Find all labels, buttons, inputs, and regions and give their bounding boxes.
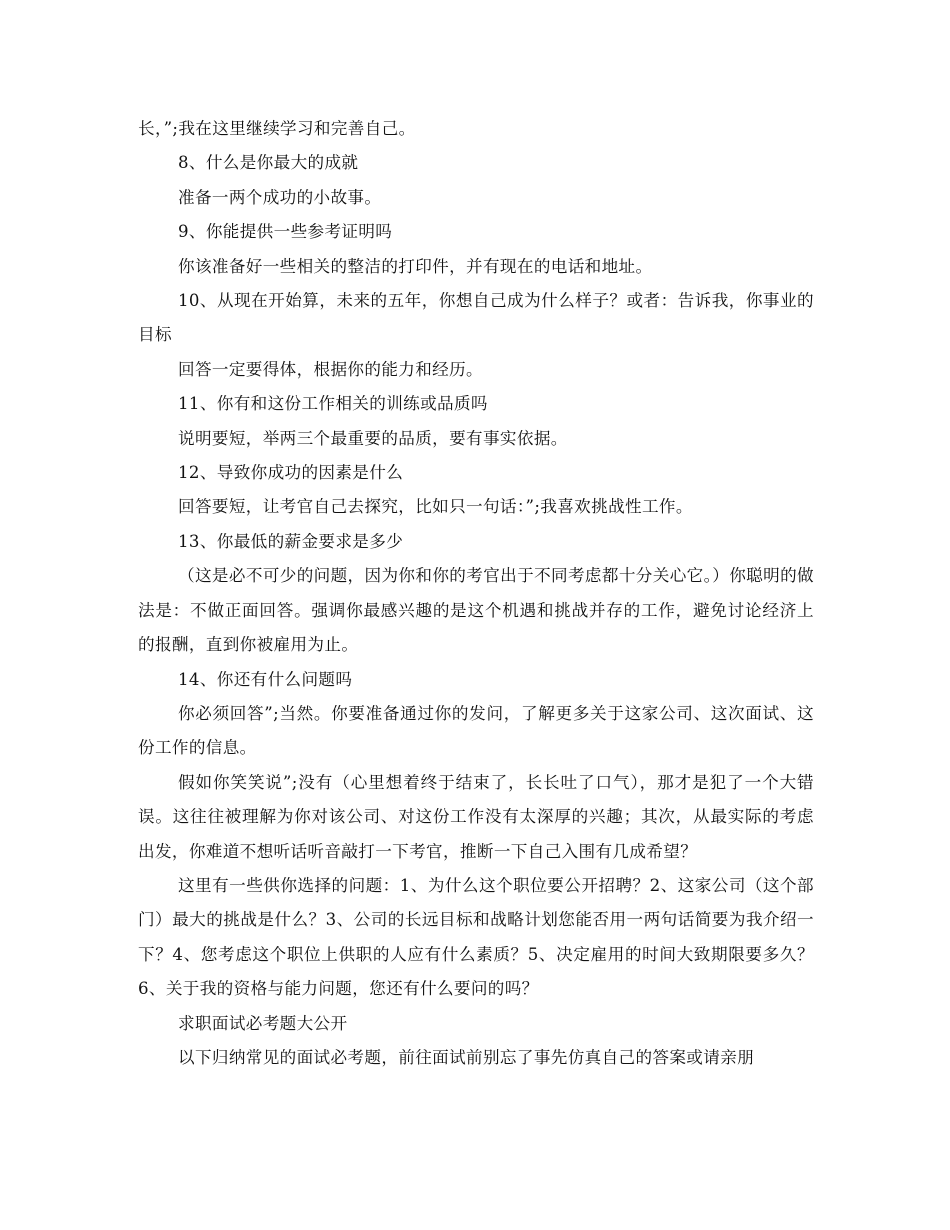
- question-heading: 11、你有和这份工作相关的训练或品质吗: [178, 394, 488, 414]
- paragraph: 回答要短，让考官自己去探究，比如只一句话：”;我喜欢挑战性工作。: [178, 497, 693, 517]
- paragraph: 你该准备好一些相关的整洁的打印件，并有现在的电话和地址。: [178, 256, 653, 276]
- question-heading: 9、你能提供一些参考证明吗: [178, 222, 393, 242]
- paragraph: （这是必不可少的问题，因为你和你的考官出于不同考虑都十分关心它。）你聪明的做法是：不做正面回答。强调你最感兴趣的是这个机遇和挑战并存的工作，避免讨论经济上的报酬，直到你被雇用为止。: [138, 566, 814, 655]
- paragraph: 你必须回答”;当然。你要准备通过你的发问，了解更多关于这家公司、这次面试、这份工作的信息。: [138, 703, 814, 758]
- paragraph: 回答一定要得体，根据你的能力和经历。: [178, 359, 483, 379]
- paragraph: 准备一两个成功的小故事。: [178, 187, 382, 207]
- question-heading: 14、你还有什么问题吗: [178, 669, 353, 689]
- document-body: [138, 112, 814, 1075]
- paragraph: 说明要短，举两三个最重要的品质，要有事实依据。: [178, 428, 568, 448]
- paragraph: 以下归纳常见的面试必考题，前往面试前别忘了事先仿真自己的答案或请亲朋: [178, 1047, 755, 1067]
- question-heading: 13、你最低的薪金要求是多少: [178, 531, 404, 551]
- paragraph: 长，”;我在这里继续学习和完善自己。: [138, 119, 416, 138]
- question-heading: 8、什么是你最大的成就: [178, 153, 359, 173]
- paragraph: 这里有一些供你选择的问题：1、为什么这个职位要公开招聘？2、这家公司（这个部门）最大的挑战是什么？3、公司的长远目标和战略计划您能否用一两句话简要为我介绍一下？4、您考虑这个职位上供职的人应有什么素质？5、决定雇用的时间大致期限要多久？6、关于我的资格与能力问题，您还有什么要问的吗？: [138, 875, 814, 999]
- paragraph: 假如你笑笑说”;没有（心里想着终于结束了，长长吐了口气），那才是犯了一个大错误。这往往被理解为你对该公司、对这份工作没有太深厚的兴趣；其次，从最实际的考虑出发，你难道不想听话听音敲打一下考官，推断一下自己入围有几成希望？: [138, 772, 814, 861]
- question-heading: 12、导致你成功的因素是什么: [178, 463, 404, 483]
- question-heading: 10、从现在开始算，未来的五年，你想自己成为什么样子？或者：告诉我，你事业的目标: [138, 291, 814, 345]
- section-heading: 求职面试必考题大公开: [178, 1013, 348, 1033]
